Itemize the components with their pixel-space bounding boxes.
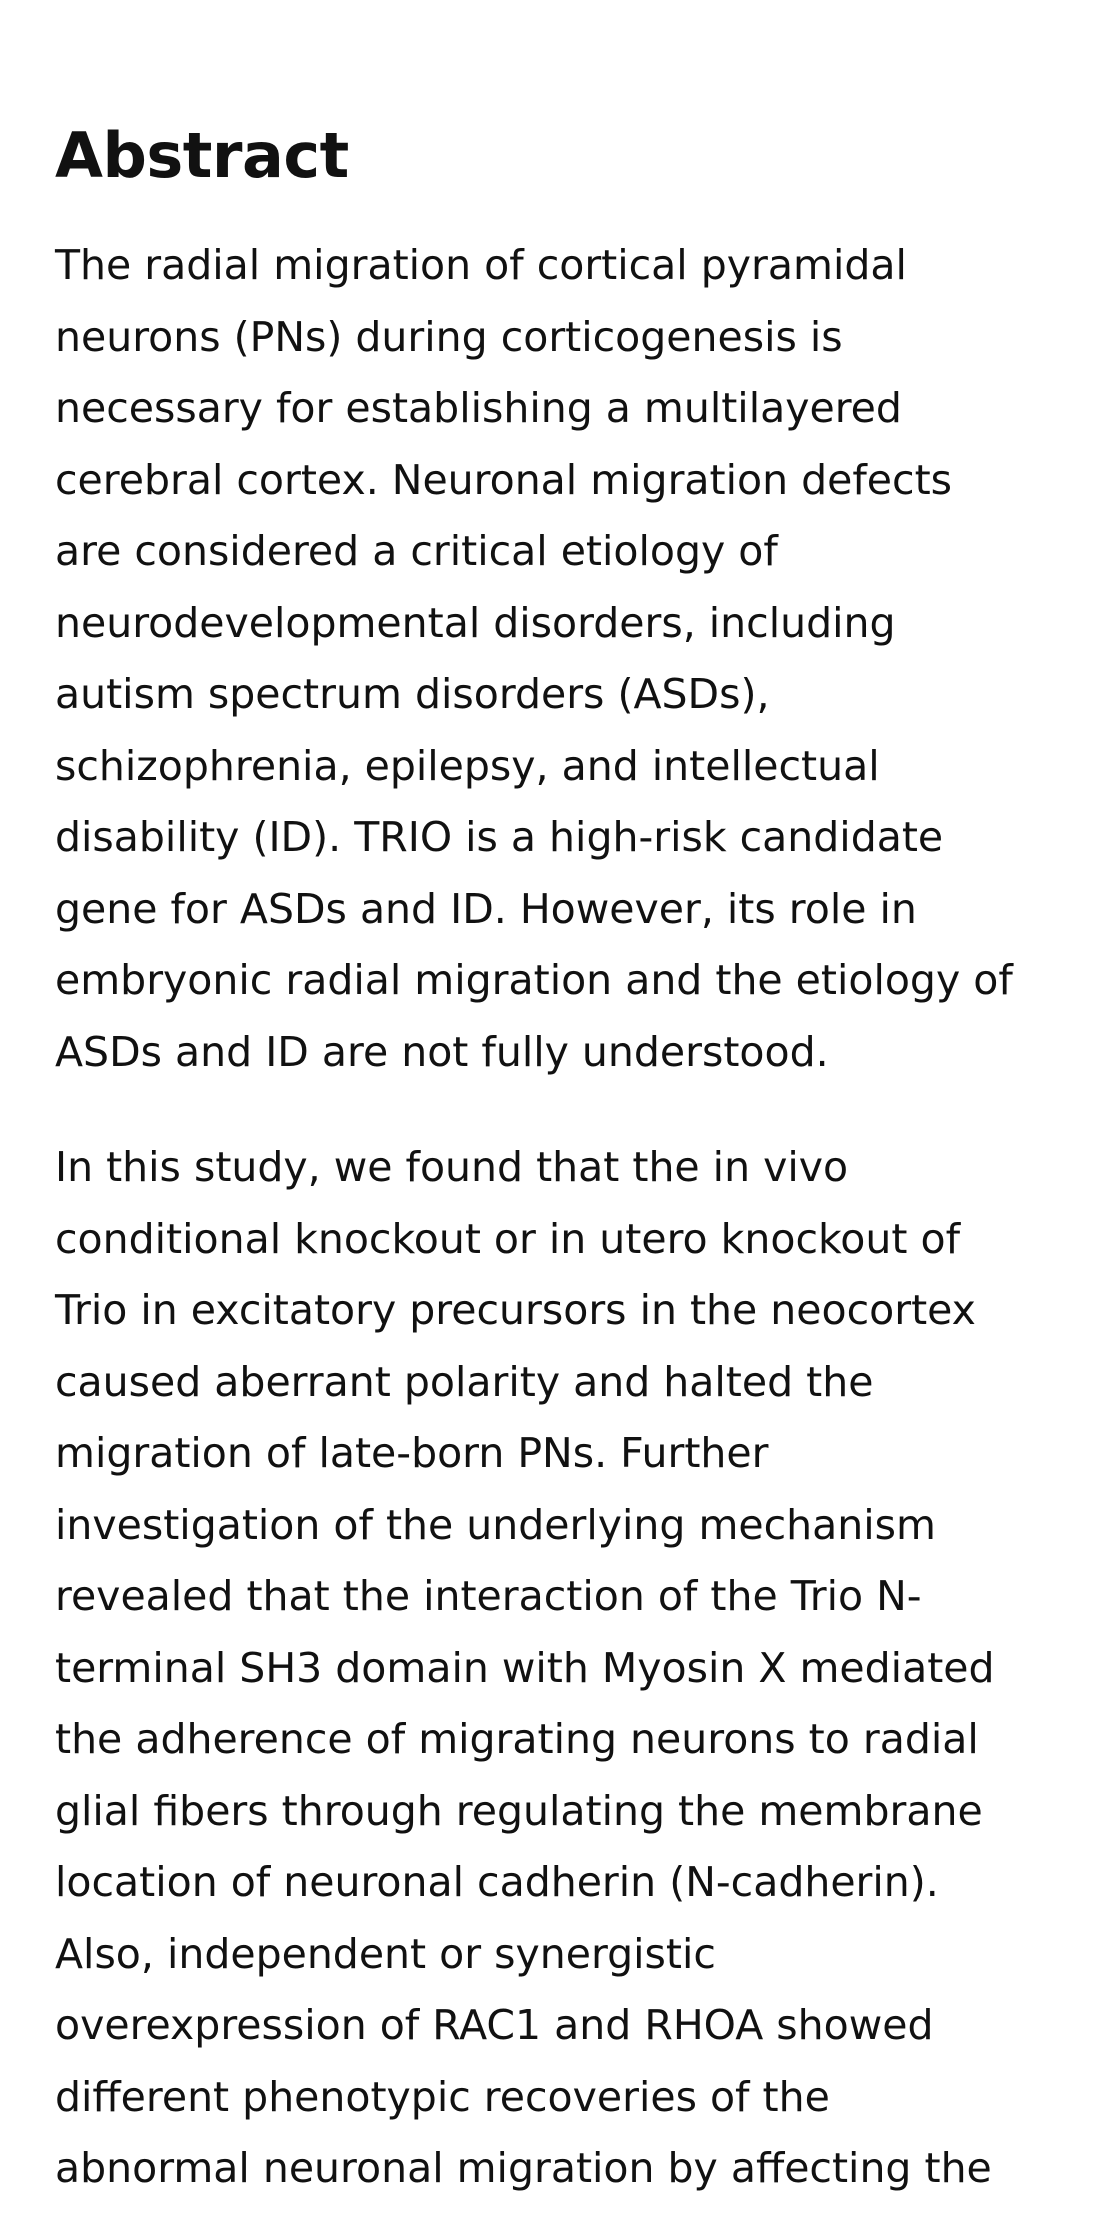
paragraph-line: necessary for establishing a multilayered (55, 384, 902, 432)
paragraph-line: overexpression of RAC1 and RHOA showed (55, 2001, 934, 2049)
paragraph-line: investigation of the underlying mechanism (55, 1500, 936, 1549)
paragraph-line: embryonic radial migration and the etiology of (55, 956, 1013, 1004)
abstract-paragraph-2 (55, 1132, 1115, 2205)
paragraph-line: The radial migration of cortical pyramidal (55, 241, 907, 289)
paragraph-line: In this study, we found that the in vivo (55, 1143, 849, 1191)
paragraph-line: the adherence of migrating neurons to radial (55, 1715, 979, 1763)
paragraph-line: conditional knockout or in utero knockout of (55, 1214, 961, 1263)
paragraph-line: location of neuronal cadherin (N-cadherin). (55, 1858, 939, 1906)
paragraph-line: neurodevelopmental disorders, including (55, 598, 896, 647)
paragraph-line: neurons (PNs) during corticogenesis is (55, 312, 843, 361)
paragraph-line: Also, independent or synergistic (55, 1929, 716, 1978)
paragraph-line: abnormal neuronal migration by affecting the (55, 2144, 992, 2192)
paragraph-line: ASDs and ID are not fully understood. (55, 1027, 829, 1076)
paragraph-line: migration of late-born PNs. Further (55, 1429, 769, 1477)
paragraph-line: Trio in excitatory precursors in the neocortex (55, 1286, 976, 1334)
paragraph-line: glial fibers through regulating the membrane (55, 1786, 983, 1835)
paragraph-line: schizophrenia, epilepsy, and intellectual (55, 741, 880, 790)
abstract-paragraph-1 (55, 230, 1115, 1088)
paragraph-line: revealed that the interaction of the Trio N- (55, 1572, 922, 1620)
paragraph-line: gene for ASDs and ID. However, its role in (55, 884, 917, 933)
paragraph-line: are considered a critical etiology of (55, 527, 778, 575)
paragraph-line: autism spectrum disorders (ASDs), (55, 670, 770, 718)
paragraph-line: caused aberrant polarity and halted the (55, 1357, 874, 1406)
paragraph-line: terminal SH3 domain with Myosin X mediated (55, 1643, 995, 1692)
paragraph-line: different phenotypic recoveries of the (55, 2072, 830, 2121)
abstract-heading: Abstract (55, 119, 349, 192)
paragraph-line: disability (ID). TRIO is a high-risk candidate (55, 813, 944, 861)
paragraph-line: cerebral cortex. Neuronal migration defects (55, 455, 953, 504)
